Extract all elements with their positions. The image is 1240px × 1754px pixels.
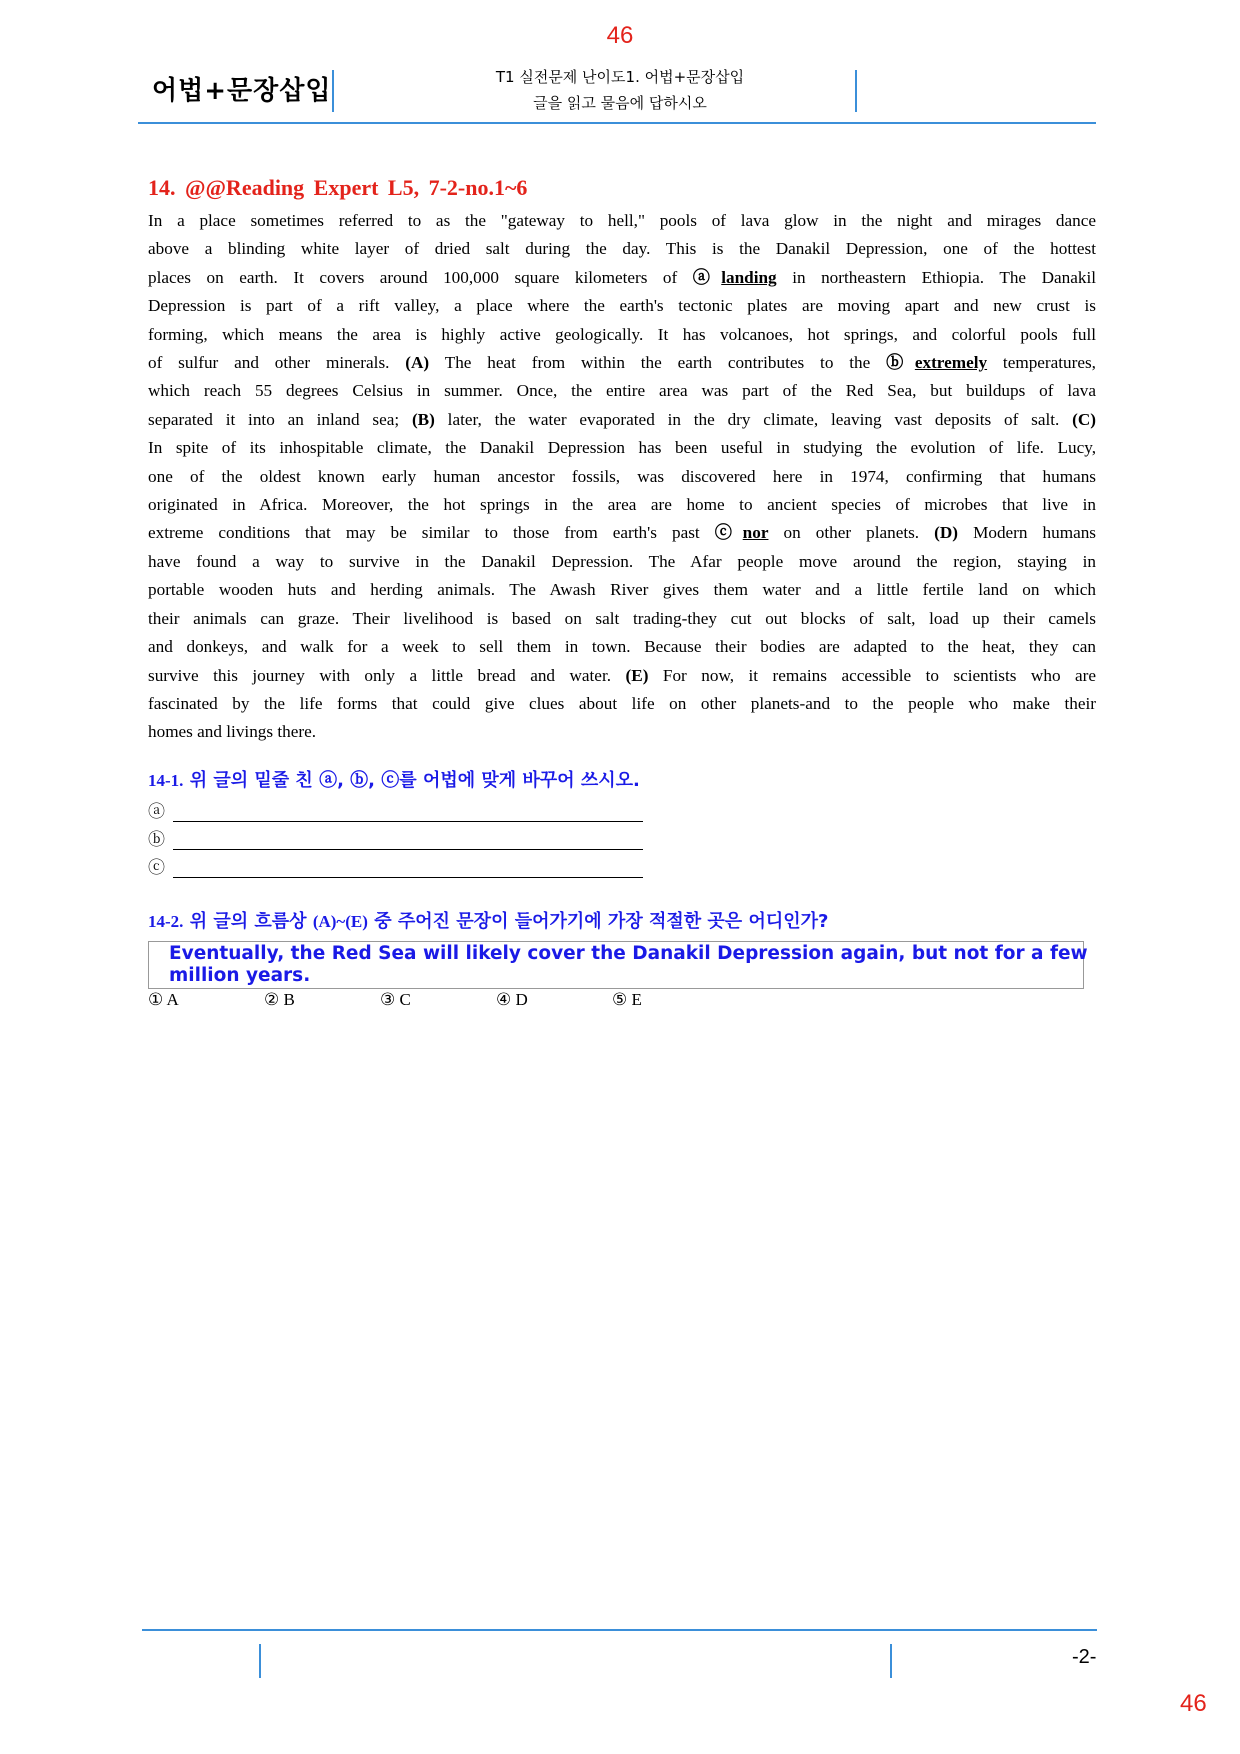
- sub-question-1-number: 14-1.: [148, 771, 184, 790]
- passage-text: Modern humans: [958, 523, 1096, 543]
- header-rule: [138, 122, 1096, 124]
- sub-question-2-number: 14-2.: [148, 912, 184, 931]
- bottom-page-number: 46: [1180, 1690, 1207, 1717]
- header-subtitle-line1: T1 실전문제 난이도1. 어법+문장삽입: [495, 68, 745, 86]
- passage-line: [148, 406, 1096, 434]
- passage-line: [148, 434, 1096, 462]
- question-title: 14. @@Reading Expert L5, 7-2-no.1~6: [148, 175, 528, 200]
- passage-line: [148, 463, 1096, 491]
- given-sentence-line2: million years.: [169, 965, 311, 986]
- passage-text: and donkeys, and walk for a week to sell them in town. Because their bodies are adapted to the heat, they can: [148, 637, 1096, 657]
- passage-line: [148, 605, 1096, 633]
- passage-text: places on earth. It covers around 100,000 square kilometers of: [148, 267, 693, 287]
- choice-3[interactable]: ③ C: [380, 990, 411, 1009]
- header-divider-right: [855, 70, 857, 112]
- passage-text: have found a way to survive in the Danakil Depression. The Afar people move around the region, staying in: [148, 551, 1096, 571]
- passage-line: [148, 264, 1096, 292]
- passage-text: of sulfur and other minerals.: [148, 353, 406, 373]
- sub-question-2: [148, 907, 828, 933]
- passage-text: Depression is part of a rift valley, a place where the earth's tectonic plates are moving apart and new crust is: [148, 296, 1096, 316]
- header-title: 어법+문장삽입: [152, 76, 332, 106]
- passage-text: homes and livings there.: [148, 722, 317, 742]
- answer-marker-b: ⓑ: [148, 830, 165, 849]
- answer-marker-c: ⓒ: [148, 858, 165, 877]
- passage-text: originated in Africa. Moreover, the hot springs in the area are home to ancient species of microbes that live in: [148, 495, 1096, 515]
- choice-1[interactable]: ① A: [148, 990, 179, 1009]
- passage-text: separated it into an inland sea;: [148, 409, 412, 429]
- passage-line: [148, 235, 1096, 263]
- sub-question-2-text-after: 중 주어진 문장이 들어가기에 가장 적절한 곳은 어디인가?: [367, 911, 829, 932]
- passage-text: In spite of its inhospitable climate, the Danakil Depression has been useful in studying the evolution of life. Lucy,: [148, 438, 1096, 458]
- passage-text: temperatures,: [987, 353, 1096, 373]
- underlined-word: landing: [721, 267, 777, 287]
- footer-rule: [142, 1629, 1097, 1631]
- passage-text: For now, it remains accessible to scientists who are: [648, 665, 1096, 685]
- insertion-label: (B): [411, 409, 435, 429]
- footer-divider-left: [259, 1644, 261, 1678]
- choice-5[interactable]: ⑤ E: [612, 990, 642, 1009]
- passage-text: In a place sometimes referred to as the "gateway to hell," pools of lava glow in the night and mirages dance: [148, 211, 1096, 230]
- passage-line: [148, 292, 1096, 320]
- insertion-label: (C): [1072, 409, 1096, 429]
- sub-question-2-text-before: 위 글의 흐름상: [183, 911, 313, 932]
- passage-line: [148, 491, 1096, 519]
- passage-line: [148, 207, 1096, 235]
- given-sentence-box: [148, 941, 1088, 989]
- passage-line: [148, 349, 1096, 377]
- underlined-word: extremely: [914, 353, 988, 373]
- passage-line: [148, 718, 1096, 746]
- footer-page-label: -2-: [1072, 1646, 1097, 1668]
- choice-4[interactable]: ④ D: [496, 990, 528, 1009]
- sub-question-1: [148, 766, 640, 792]
- passage-text: on other planets.: [768, 523, 935, 543]
- passage-text: later, the water evaporated in the dry climate, leaving vast deposits of salt.: [434, 409, 1073, 429]
- sub-question-1-text: 위 글의 밑줄 친 ⓐ, ⓑ, ⓒ를 어법에 맞게 바꾸어 쓰시오.: [183, 770, 640, 791]
- answer-line-c[interactable]: [148, 853, 643, 878]
- answer-marker-a: ⓐ: [148, 802, 165, 821]
- top-page-number: 46: [606, 22, 634, 49]
- reading-passage: [148, 207, 1096, 747]
- passage-text: their animals can graze. Their livelihood is based on salt trading-they cut out blocks of salt, load up their camels: [148, 608, 1096, 628]
- choice-2[interactable]: ② B: [264, 990, 295, 1009]
- underline-marker: ⓒ: [714, 523, 743, 543]
- passage-text: portable wooden huts and herding animals. The Awash River gives them water and a little fertile land on which: [148, 580, 1096, 600]
- passage-text: above a blinding white layer of dried salt during the day. This is the Danakil Depression, one of the hottest: [148, 239, 1096, 259]
- passage-text: fascinated by the life forms that could give clues about life on other planets-and to the people who make their: [148, 693, 1096, 713]
- underline-marker: ⓑ: [886, 353, 915, 373]
- underlined-word: nor: [742, 523, 769, 543]
- passage-text: extreme conditions that may be similar to those from earth's past: [148, 523, 715, 543]
- underline-marker: ⓐ: [692, 267, 722, 287]
- given-sentence-line1: Eventually, the Red Sea will likely cover the Danakil Depression again, but not for a few: [169, 943, 1088, 964]
- passage-line: [148, 548, 1096, 576]
- passage-line: [148, 519, 1096, 547]
- header-divider-left: [332, 70, 334, 112]
- passage-text: forming, which means the area is highly active geologically. It has volcanoes, hot springs, and colorful pools full: [148, 324, 1096, 344]
- footer-divider-right: [890, 1644, 892, 1678]
- answer-line-b[interactable]: [148, 825, 643, 850]
- passage-line: [148, 576, 1096, 604]
- passage-line: [148, 321, 1096, 349]
- header-subtitle-line2: 글을 읽고 물음에 답하시오: [533, 94, 707, 112]
- passage-line: [148, 662, 1096, 690]
- passage-text: one of the oldest known early human ancestor fossils, was discovered here in 1974, confirming that humans: [148, 466, 1096, 486]
- insertion-label: (D): [934, 523, 959, 543]
- passage-text: which reach 55 degrees Celsius in summer. Once, the entire area was part of the Red Sea, but buildups of lava: [148, 381, 1096, 401]
- insertion-label: (E): [625, 665, 649, 685]
- sub-question-2-range: (A)~(E): [312, 912, 368, 931]
- passage-line: [148, 633, 1096, 661]
- passage-text: survive this journey with only a little bread and water.: [148, 665, 626, 685]
- insertion-label: (A): [405, 353, 430, 373]
- passage-text: The heat from within the earth contributes to the: [429, 353, 887, 373]
- answer-line-a[interactable]: [148, 797, 643, 822]
- passage-line: [148, 690, 1096, 718]
- passage-line: [148, 377, 1096, 405]
- passage-text: in northeastern Ethiopia. The Danakil: [776, 267, 1096, 287]
